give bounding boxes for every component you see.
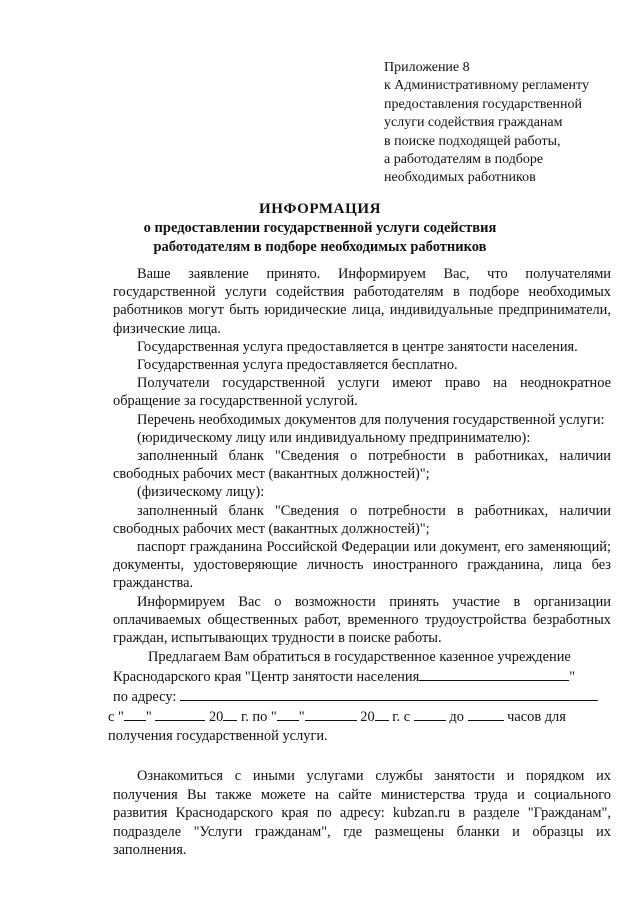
- form-to-label: г. по ": [240, 709, 277, 725]
- month-to-blank: [305, 707, 357, 721]
- day-from-blank: [124, 707, 146, 721]
- form-purpose: получения государственной услуги.: [108, 728, 328, 744]
- form-from-label: с ": [108, 709, 124, 725]
- paragraph-public-works: Информируем Вас о возможности принять участие в организации оплачиваемых общественных работ, временного трудоустройства безработных граждан, испытывающих трудности в поиске работы.: [113, 593, 611, 647]
- form-hours-label: часов для: [507, 709, 566, 725]
- paragraph-legal-entity: (юридическому лицу или индивидуальному предпринимателю):: [137, 429, 531, 446]
- paragraph-individual: (физическому лицу):: [137, 484, 265, 501]
- paragraph-form-individual: заполненный бланк "Сведения о потребности в работниках, наличии свободных рабочих мест (вакантных должностей)";: [113, 502, 611, 537]
- year-to-blank: [375, 707, 389, 721]
- form-quote: ": [145, 709, 152, 725]
- paragraph-repeated-service: Получатели государственной услуги имеют право на неоднократное обращение за государственной услугой.: [113, 375, 611, 410]
- appendix-note: [384, 59, 634, 188]
- document-subtitle-line2: работодателям в подборе необходимых работников: [153, 239, 487, 255]
- paragraph-documents-list: Перечень необходимых документов для получения государственной услуги:: [137, 411, 605, 428]
- appendix-line: предоставления государственной: [384, 96, 583, 112]
- paragraph-service-free: Государственная услуга предоставляется бесплатно.: [137, 357, 458, 374]
- appendix-line: в поиске подходящей работы,: [384, 133, 561, 149]
- year-prefix-from: 20: [208, 709, 224, 725]
- form-line-offer: Предлагаем Вам обратиться в государственное казенное учреждение: [148, 649, 571, 665]
- form-quote: ": [298, 709, 305, 725]
- appendix-line: Приложение 8: [384, 60, 470, 75]
- document-body: [113, 265, 611, 647]
- paragraph-service-location: Государственная услуга предоставляется в центре занятости населения.: [137, 338, 578, 355]
- day-to-blank: [277, 707, 299, 721]
- paragraph-application-accepted: Ваше заявление принято. Информируем Вас, что получателями государственной услуги содействия работодателям в подборе необходимых работников могут быть юридические лица, индивидуальные предприниматели, физические лица.: [113, 266, 611, 337]
- hour-to-blank: [468, 707, 504, 721]
- center-name-blank: [419, 667, 569, 681]
- appendix-line: а работодателям в подборе: [384, 152, 544, 168]
- form-hours-from-label: г. с: [392, 709, 411, 725]
- paragraph-form-legal: заполненный бланк "Сведения о потребности в работниках, наличии свободных рабочих мест (вакантных должностей)";: [113, 448, 611, 483]
- footer-note: [113, 767, 611, 860]
- month-from-blank: [155, 707, 205, 721]
- year-prefix-to: 20: [360, 709, 375, 725]
- paragraph-passport: паспорт гражданина Российской Федерации или документ, его заменяющий; документы, удостоверяющие личность иностранного гражданина, лица без гражданства.: [113, 539, 611, 592]
- appendix-line: необходимых работников: [384, 170, 536, 186]
- form-quote: ": [569, 669, 576, 685]
- paragraph-other-services: Ознакомиться с иными услугами службы занятости и порядком их получения Вы также можете на сайте министерства труда и социального развития Краснодарского края по адресу: kubzan.ru в разделе "Гражданам", подразделе "Услуги гражданам", где размещены бланки и образцы их заполнения.: [113, 768, 611, 859]
- appendix-line: к Административному регламенту: [384, 78, 589, 94]
- appendix-line: услуги содействия гражданам: [384, 115, 563, 131]
- form-address-label: по адресу:: [113, 689, 177, 705]
- hour-from-blank: [414, 707, 446, 721]
- address-blank: [180, 687, 598, 701]
- document-title: ИНФОРМАЦИЯ: [258, 201, 382, 217]
- referral-form: [108, 648, 612, 746]
- document-subtitle-line1: о предоставлении государственной услуги содействия: [143, 220, 497, 236]
- form-center-label: Краснодарского края "Центр занятости населения: [113, 669, 420, 685]
- year-from-blank: [223, 707, 237, 721]
- form-until-label: до: [449, 709, 464, 725]
- document-heading: [0, 199, 640, 257]
